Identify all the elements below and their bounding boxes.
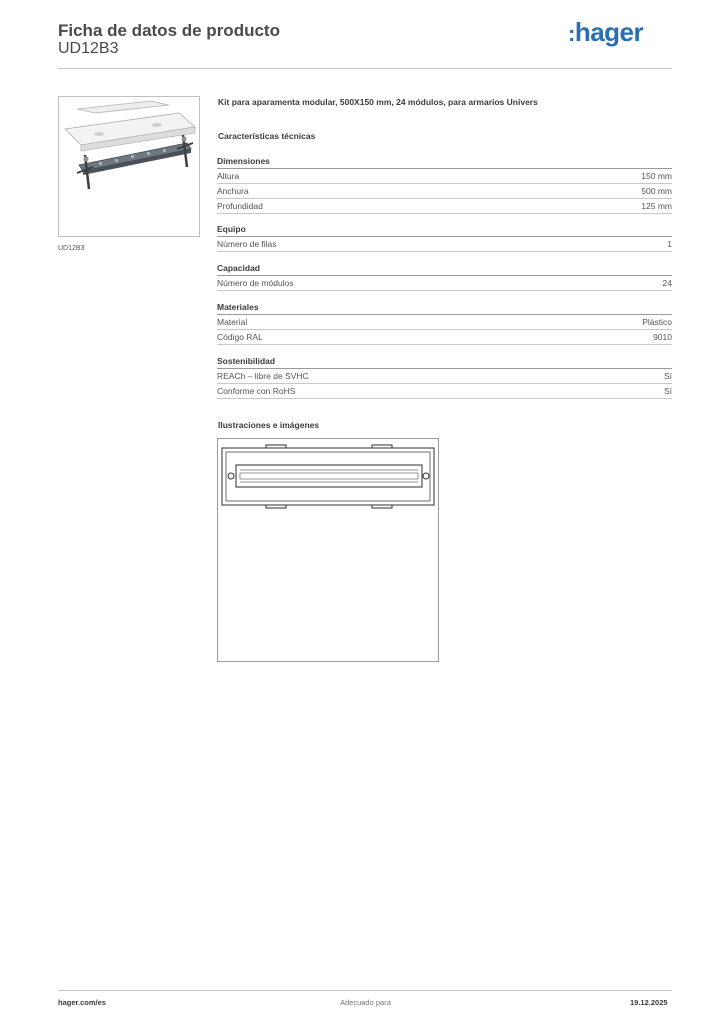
technical-characteristics-heading: Características técnicas [218, 131, 316, 141]
product-code: UD12B3 [58, 40, 119, 57]
page-title: Ficha de datos de producto [58, 21, 280, 40]
spec-label: Anchura [217, 186, 249, 196]
spec-value: Sí [663, 371, 672, 381]
product-image-drawing [59, 97, 199, 236]
hager-logo [568, 17, 643, 48]
spec-row [217, 237, 672, 252]
product-description: Kit para aparamenta modular, 500X150 mm, 24 módulos, para armarios Univers [218, 97, 538, 107]
spec-row [217, 276, 672, 291]
spec-label: Conforme con RoHS [217, 386, 296, 396]
spec-value: 1 [667, 239, 672, 249]
section-title: Materiales [217, 301, 672, 315]
spec-label: Altura [217, 171, 240, 181]
spec-row [217, 384, 672, 399]
spec-row [217, 369, 672, 384]
spec-row [217, 330, 672, 345]
spec-value: 24 [662, 278, 672, 288]
spec-label: Número de filas [217, 239, 277, 249]
technical-drawing-svg [218, 439, 438, 661]
footer-website-link[interactable]: hager.com/es [58, 998, 106, 1007]
logo-text: hager [574, 17, 644, 47]
spec-label: REACh – libre de SVHC [217, 371, 309, 381]
section-capacidad [217, 262, 672, 291]
spec-value: 500 mm [641, 186, 672, 196]
section-sostenibilidad [217, 355, 672, 399]
spec-label: Código RAL [217, 332, 263, 342]
illustrations-heading: Ilustraciones e imágenes [218, 420, 320, 430]
section-materiales [217, 301, 672, 345]
footer-suitable-for: Adecuado para [340, 998, 391, 1007]
section-equipo [217, 223, 672, 252]
footer-divider [58, 990, 672, 991]
spec-value: 150 mm [641, 171, 672, 181]
spec-value: 9010 [653, 332, 672, 342]
footer-date: 19.12.2025 [630, 998, 668, 1007]
product-image [58, 96, 200, 237]
section-dimensiones [217, 155, 672, 214]
section-title: Capacidad [217, 262, 672, 276]
section-title: Sostenibilidad [217, 355, 672, 369]
logo-prefix: : [568, 21, 575, 46]
spec-value: 125 mm [641, 201, 672, 211]
spec-label: Material [217, 317, 248, 327]
spec-label: Número de módulos [217, 278, 294, 288]
spec-row [217, 169, 672, 184]
spec-value: Plástico [642, 317, 672, 327]
header-divider [58, 68, 672, 69]
spec-row [217, 184, 672, 199]
product-image-caption: UD12B3 [58, 245, 85, 252]
section-title: Dimensiones [217, 155, 672, 169]
spec-row [217, 315, 672, 330]
spec-row [217, 199, 672, 214]
spec-label: Profundidad [217, 201, 263, 211]
spec-value: Sí [663, 386, 672, 396]
technical-drawing [217, 438, 439, 662]
section-title: Equipo [217, 223, 672, 237]
